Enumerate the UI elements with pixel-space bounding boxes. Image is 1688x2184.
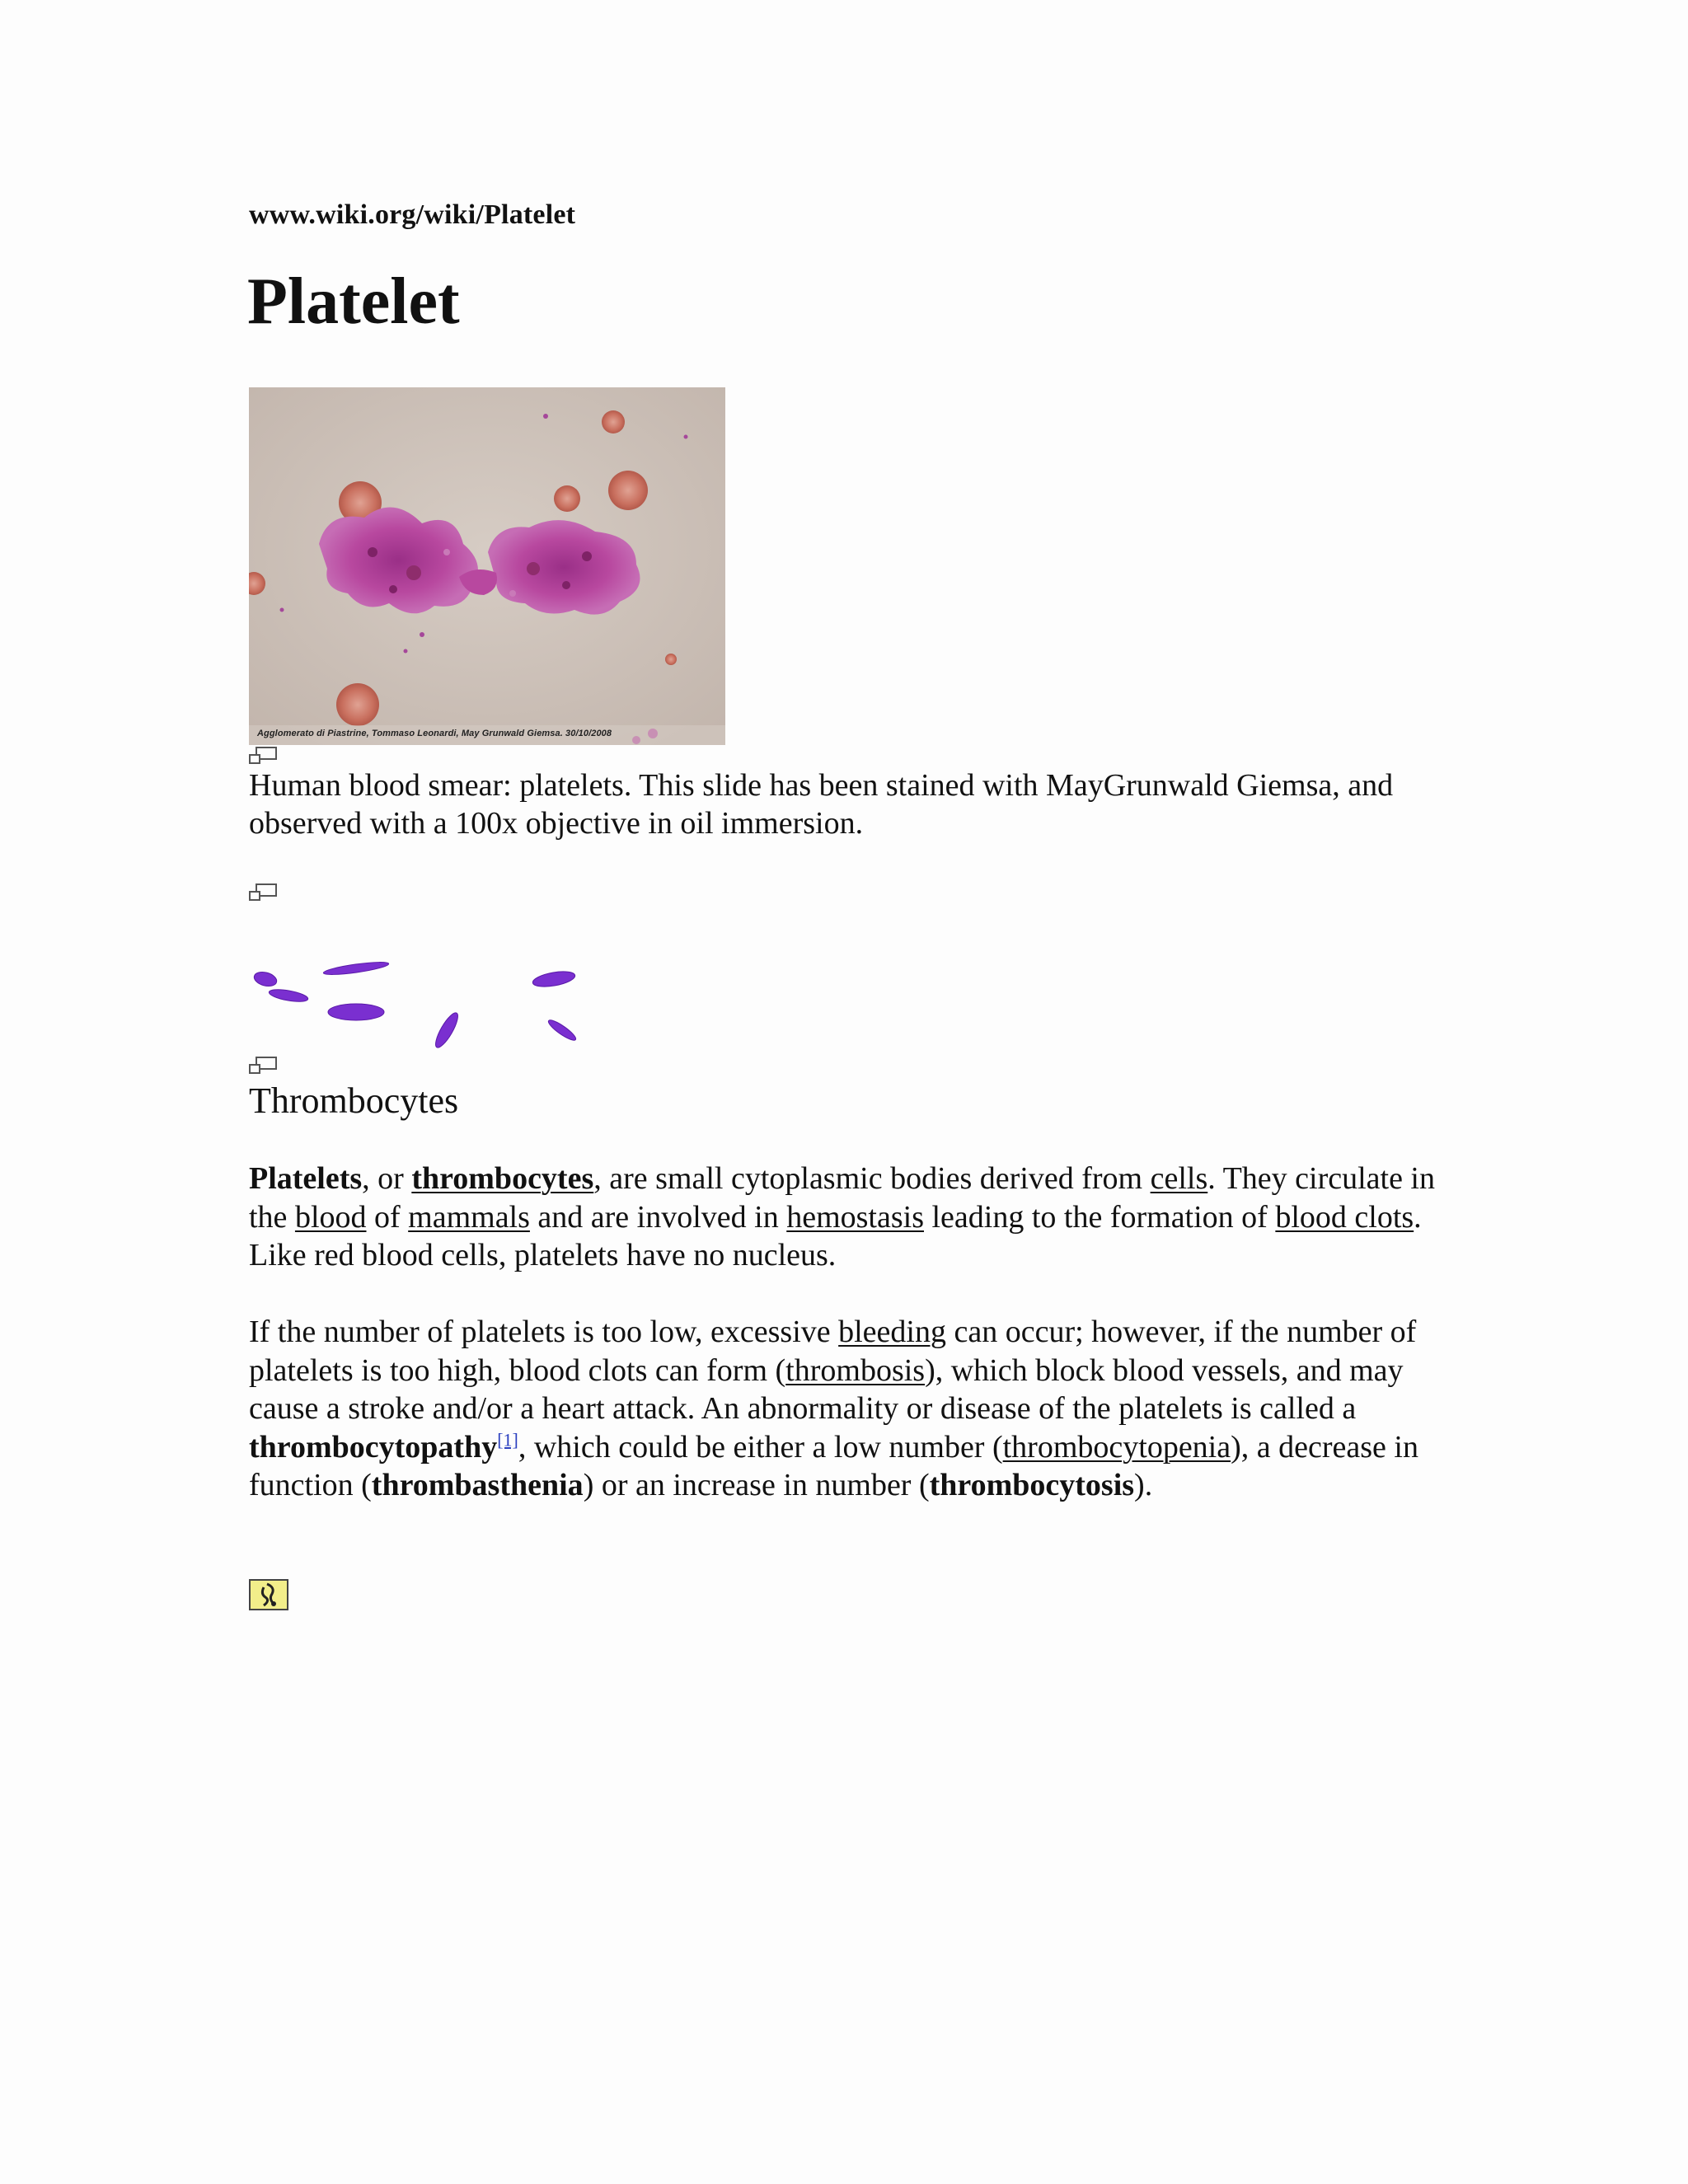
reference-link-1[interactable]: [1] (497, 1428, 518, 1450)
term-platelets: Platelets (249, 1161, 363, 1196)
text: . Like red blood cells, platelets have no nucleus. (249, 1199, 1422, 1272)
text: ). (1134, 1468, 1153, 1502)
term-thrombasthenia: thrombasthenia (371, 1468, 584, 1502)
link-thrombocytes[interactable] (411, 1161, 593, 1196)
text: leading to the formation of (924, 1199, 1276, 1235)
link-bleeding[interactable]: bleeding (838, 1315, 946, 1349)
reference-superscript (497, 1429, 518, 1450)
link-blood[interactable]: blood (294, 1199, 367, 1235)
figure-caption-thrombocytes: Thrombocytes (249, 1080, 459, 1121)
text: ) or an increase in number ( (583, 1468, 930, 1502)
thrombocytes-image (249, 948, 612, 1063)
text: ), which block blood vessels, and may cause a stroke and/or a heart attack. An abnormality or disease of the platelets is called a (249, 1352, 1404, 1426)
page-title: Platelet (247, 265, 460, 338)
text: and are involved in (529, 1199, 787, 1235)
blood-smear-image (249, 387, 725, 745)
text: , which could be either a low number ( (518, 1429, 1003, 1465)
link-mammals[interactable]: mammals (408, 1199, 530, 1235)
term-thrombocytopathy: thrombocytopathy (249, 1429, 498, 1465)
term-thrombocytes[interactable]: thrombocytes (411, 1161, 594, 1196)
text: If the number of platelets is too low, excessive (249, 1315, 839, 1349)
link-hemostasis[interactable]: hemostasis (786, 1199, 924, 1235)
paragraph-intro (249, 1160, 1436, 1275)
text: , are small cytoplasmic bodies derived from (593, 1161, 1151, 1196)
paragraph-disorders (249, 1313, 1436, 1505)
enlarge-icon[interactable] (249, 747, 277, 765)
figure-caption-smear: Human blood smear: platelets. This slide has been stained with MayGrunwald Giemsa, and observed with a 100x objective in oil immersion. (249, 768, 1394, 841)
link-thrombocytopenia[interactable]: thrombocytopenia (1002, 1429, 1231, 1465)
text: . They circulate in the (249, 1161, 1435, 1235)
link-blood-clots[interactable]: blood clots (1275, 1199, 1414, 1235)
page-url: www.wiki.org/wiki/Platelet (249, 199, 576, 230)
enlarge-icon[interactable] (249, 883, 277, 902)
enlarge-icon[interactable] (249, 1057, 277, 1075)
text: , or (362, 1161, 412, 1196)
text: can occur; however, if the number of platelets is too high, blood clots can form ( (249, 1315, 1417, 1388)
image-credit-label: Agglomerato di Piastrine, Tommaso Leonardi, May Grunwald Giemsa. 30/10/2008 (257, 729, 612, 738)
link-thrombosis[interactable]: thrombosis (785, 1352, 926, 1388)
text: ), a decrease in function ( (249, 1429, 1418, 1502)
text: of (366, 1199, 409, 1235)
sound-icon[interactable] (249, 1579, 288, 1610)
term-thrombocytosis: thrombocytosis (929, 1468, 1135, 1502)
link-cells[interactable]: cells (1150, 1161, 1208, 1196)
